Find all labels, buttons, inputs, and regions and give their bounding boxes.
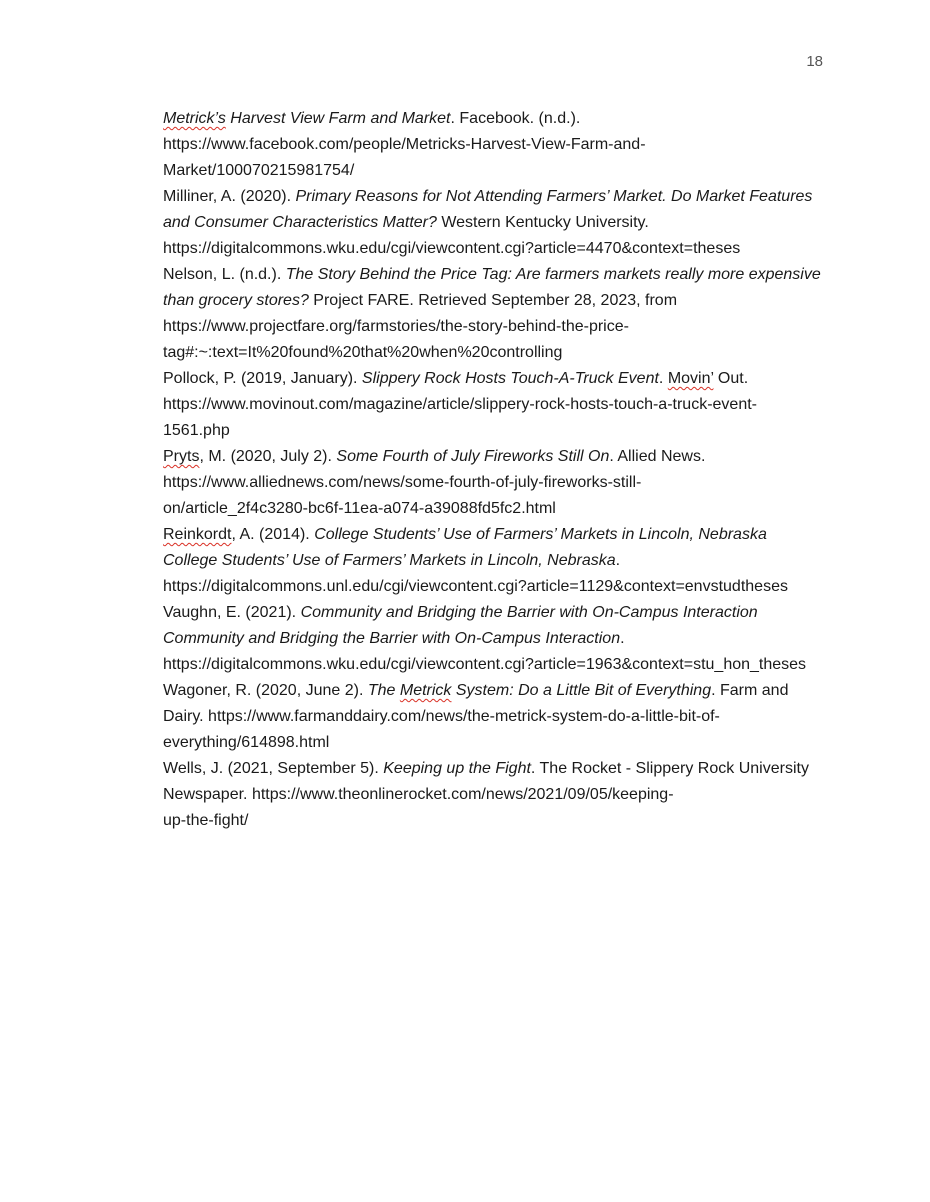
reference-author: Wells, J. (2021, September 5). <box>163 760 384 777</box>
reference-entry <box>163 366 823 444</box>
reference-entry <box>163 262 823 366</box>
reference-url: https://www.farmanddairy.com/news/the-metrick-system-do-a-little-bit-of- everything/614898.html <box>163 708 720 751</box>
reference-title: System: Do a Little Bit of Everything <box>451 682 712 699</box>
reference-author: , M. (2020, July 2). <box>199 448 337 465</box>
reference-author: Pollock, P. (2019, January). <box>163 370 362 387</box>
reference-title: Slippery Rock Hosts Touch-A-Truck Event <box>361 370 659 387</box>
spelling-flag[interactable]: Pryts <box>163 448 200 465</box>
reference-author: , A. (2014). <box>231 526 315 543</box>
spelling-flag[interactable]: Metrick’s <box>163 110 226 127</box>
page-number: 18 <box>806 53 823 70</box>
reference-title: Primary Reasons for Not Attending Farmers’ Market. Do Market Features and Consumer Characteristics Matter? <box>163 188 813 231</box>
reference-source: . Allied News. <box>609 448 706 465</box>
reference-author: Wagoner, R. (2020, June 2). <box>163 682 368 699</box>
reference-source: . The Rocket - Slippery Rock University Newspaper. <box>163 760 809 803</box>
reference-url: https://www.alliednews.com/news/some-fourth-of-july-fireworks-still- on/article_2f4c3280-bc6f-11ea-a074-a39088fd5fc2.html <box>163 474 642 517</box>
reference-title-pre: The <box>367 682 400 699</box>
reference-url: https://www.theonlinerocket.com/news/2021/09/05/keeping- up-the-fight/ <box>163 786 674 829</box>
reference-author: Nelson, L. (n.d.). <box>163 266 286 283</box>
reference-url: https://digitalcommons.unl.edu/cgi/viewcontent.cgi?article=1129&context=envstudtheses <box>163 578 788 595</box>
reference-url: https://www.projectfare.org/farmstories/the-story-behind-the-price- tag#:~:text=It%20found%20that%20when%20controlling <box>163 318 629 361</box>
reference-title: Keeping up the Fight <box>383 760 531 777</box>
reference-url: https://www.facebook.com/people/Metricks-Harvest-View-Farm-and- Market/100070215981754/ <box>163 136 646 179</box>
reference-source: . Farm and Dairy. <box>163 682 789 725</box>
references-list <box>163 106 823 834</box>
reference-title: Harvest View Farm and Market <box>225 110 451 127</box>
reference-source-pre: . <box>658 370 668 387</box>
reference-source: . <box>615 552 621 569</box>
reference-entry <box>163 678 823 756</box>
reference-url: https://digitalcommons.wku.edu/cgi/viewcontent.cgi?article=4470&context=theses <box>163 240 741 257</box>
reference-entry <box>163 444 823 522</box>
reference-url: https://digitalcommons.wku.edu/cgi/viewcontent.cgi?article=1963&context=stu_hon_theses <box>163 656 807 673</box>
reference-source: Out. <box>713 370 749 387</box>
reference-entry <box>163 756 823 834</box>
reference-entry <box>163 600 823 678</box>
reference-url: https://www.movinout.com/magazine/article/slippery-rock-hosts-touch-a-truck-event- 1561.php <box>163 396 757 439</box>
reference-source: Western Kentucky University. <box>436 214 649 231</box>
reference-entry <box>163 522 823 600</box>
reference-entry <box>163 184 823 262</box>
reference-source: Project FARE. Retrieved September 28, 2023, from <box>308 292 678 309</box>
reference-author: Milliner, A. (2020). <box>163 188 296 205</box>
spelling-flag[interactable]: Movin’ <box>667 370 714 387</box>
reference-source: . <box>620 630 625 647</box>
reference-title: College Students’ Use of Farmers’ Markets in Lincoln, Nebraska College Students’ Use of Farmers’ Markets in Lincoln, Nebraska <box>163 526 767 569</box>
reference-entry <box>163 106 823 184</box>
spelling-flag[interactable]: Metrick <box>399 682 452 699</box>
reference-title: The Story Behind the Price Tag: Are farmers markets really more expensive than grocery stores? <box>163 266 821 309</box>
spelling-flag[interactable]: Reinkordt <box>163 526 232 543</box>
reference-author: Vaughn, E. (2021). <box>163 604 301 621</box>
reference-title: Community and Bridging the Barrier with On-Campus Interaction Community and Bridging the Barrier with On-Campus Interaction <box>163 604 758 647</box>
reference-title: Some Fourth of July Fireworks Still On <box>336 448 610 465</box>
reference-source: . Facebook. (n.d.). <box>450 110 581 127</box>
